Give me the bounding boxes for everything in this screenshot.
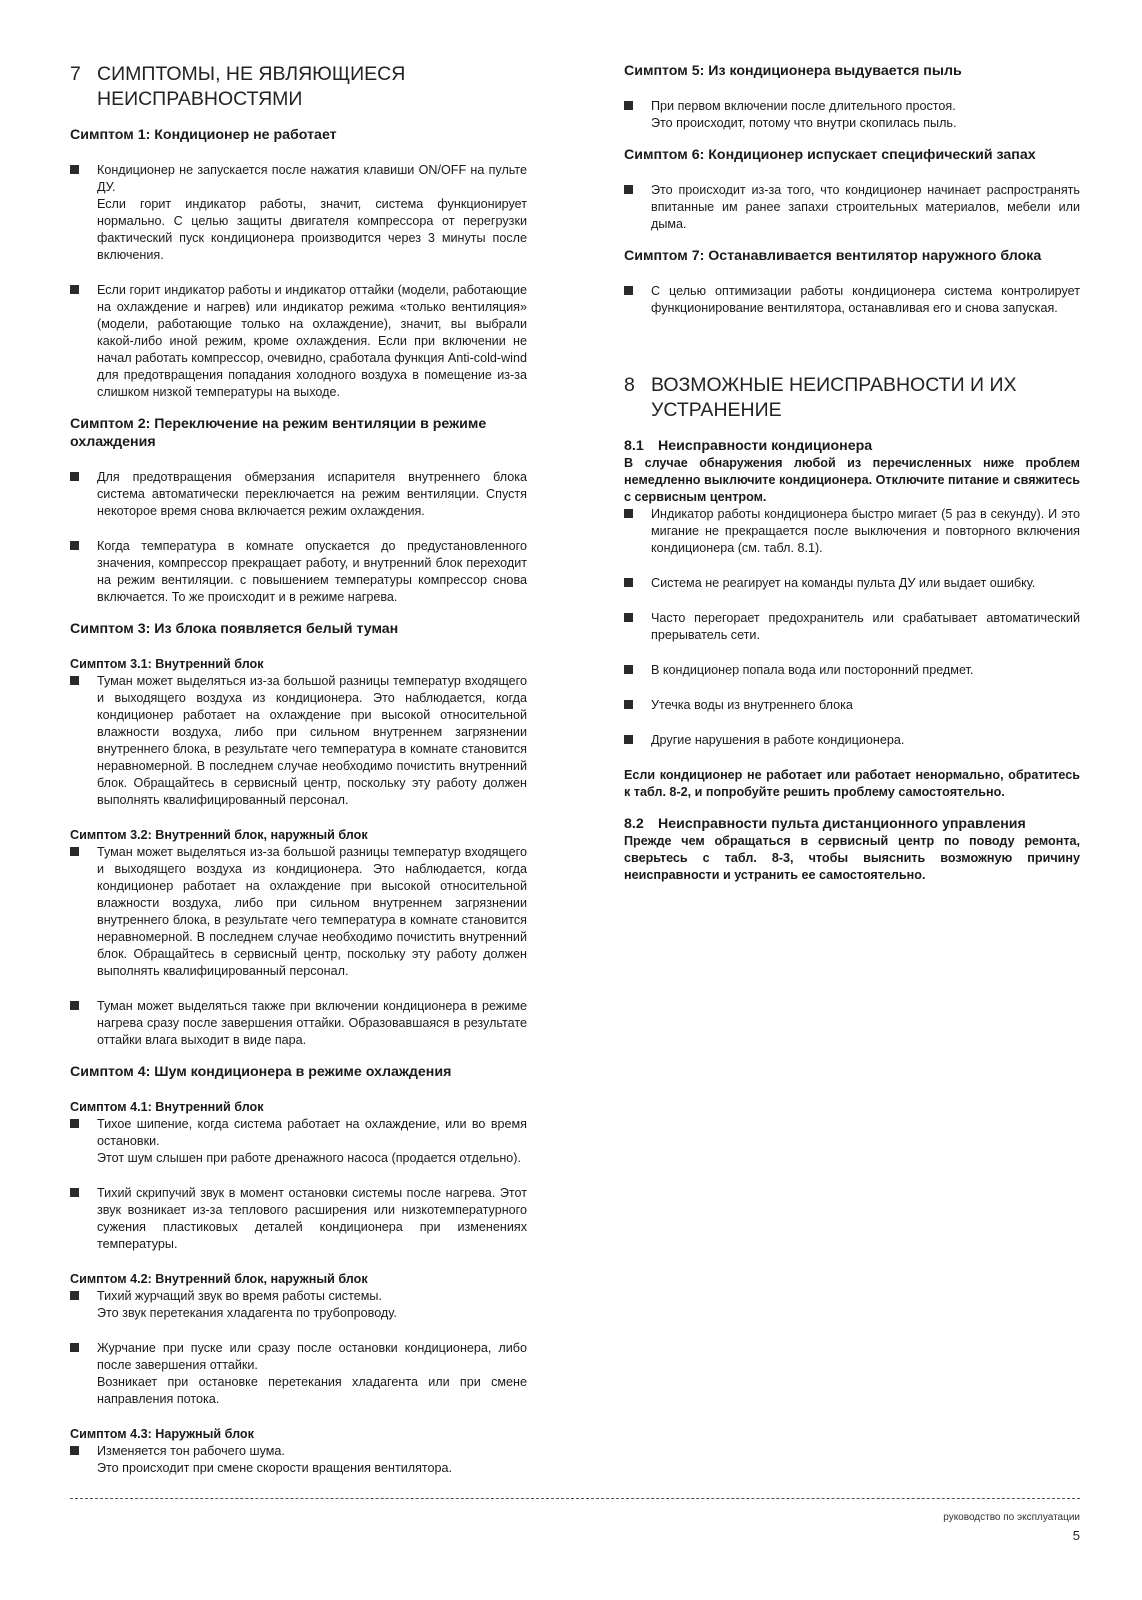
symptom-3-1-title: Симптом 3.1: Внутренний блок [70, 657, 264, 671]
left-column [70, 62, 527, 1495]
subsection-number: 8.1 [624, 438, 644, 454]
list-item [624, 283, 1080, 317]
bullet-text: Индикатор работы кондиционера быстро мигает (5 раз в секунду). И это мигание не прекращается после выключения и повторного включения кондиционера (см. табл. 8.1). [651, 507, 1080, 555]
list-item [70, 162, 527, 264]
symptom-6-title: Симптом 6: Кондиционер испускает специфический запах [624, 147, 1036, 163]
section-8-title [624, 373, 1080, 423]
bullet-text: Туман может выделяться из-за большой разницы температур входящего и выходящего воздуха из кондиционера. Это наблюдается, когда кондиционер работает на охлаждение при высокой относительной влажности воздуха, либо при сильном внутреннем загрязнении внутреннего блока, в результате чего температура в комнате становится неравномерной. В последнем случае необходимо почистить внутренний блок. Обращайтесь в сервисный центр, поскольку эту работу должен выполнять квалифицированный персонал. [97, 674, 527, 807]
bullet-square-icon [70, 469, 97, 520]
list-item [70, 1116, 527, 1167]
list-item [624, 182, 1080, 233]
bullet-text: Туман может выделяться из-за большой разницы температур входящего и выходящего воздуха из кондиционера. Это наблюдается, когда кондиционер работает на охлаждение при высокой относительной влажности воздуха, либо при сильном внутреннем загрязнении внутреннего блока, в результате чего температура в комнате становится неравномерной. В последнем случае необходимо почистить внутренний блок. Обращайтесь в сервисный центр, поскольку эту работу должен выполнять квалифицированный персонал. [97, 845, 527, 978]
subsection-8-1-title [624, 437, 1080, 455]
bullet-square-icon [624, 182, 651, 233]
list-item [624, 697, 1080, 714]
symptom-4-1-title: Симптом 4.1: Внутренний блок [70, 1100, 264, 1114]
bullet-square-icon [70, 538, 97, 606]
list-item [70, 469, 527, 520]
bullet-text: Тихий журчащий звук во время работы системы. [97, 1289, 382, 1303]
bullet-text: Этот шум слышен при работе дренажного насоса (продается отдельно). [97, 1151, 521, 1165]
bullet-text: Это происходит из-за того, что кондиционер начинает распространять впитанные им ранее запахи строительных материалов, мебели или дыма. [651, 183, 1080, 231]
symptom-4-3-title: Симптом 4.3: Наружный блок [70, 1427, 254, 1441]
remote-paragraph: Прежде чем обращаться в сервисный центр по поводу ремонта, сверьтесь с табл. 8-3, чтобы выяснить возможную причину неисправности и устранить ее самостоятельно. [624, 834, 1080, 882]
bullet-square-icon [624, 506, 651, 557]
bullet-square-icon [70, 844, 97, 980]
subsection-8-2-title [624, 815, 1080, 833]
bullet-square-icon [624, 610, 651, 644]
right-column [624, 62, 1080, 884]
section-number: 7 [70, 63, 81, 85]
list-item [624, 610, 1080, 644]
list-item [70, 1288, 527, 1322]
bullet-text: Когда температура в комнате опускается до предустановленного значения, компрессор прекращает работу, и внутренний блок переходит на режим вентиляции. с повышением температуры компрессор снова включается. То же происходит и в режиме нагрева. [97, 539, 527, 604]
bullet-square-icon [624, 575, 651, 592]
section-7-title [70, 62, 527, 112]
bullet-text: Другие нарушения в работе кондиционера. [651, 733, 905, 747]
list-item [70, 282, 527, 401]
bullet-text: Это звук перетекания хладагента по трубопроводу. [97, 1306, 397, 1320]
symptom-1-title: Симптом 1: Кондиционер не работает [70, 127, 337, 143]
list-item [624, 506, 1080, 557]
bullet-text: Утечка воды из внутреннего блока [651, 698, 853, 712]
footer-divider [70, 1498, 1080, 1499]
list-item [624, 575, 1080, 592]
bullet-square-icon [70, 1443, 97, 1477]
section-heading: СИМПТОМЫ, НЕ ЯВЛЯЮЩИЕСЯ НЕИСПРАВНОСТЯМИ [97, 63, 406, 110]
bullet-square-icon [70, 1288, 97, 1322]
symptom-2-title: Симптом 2: Переключение на режим вентиляции в режиме охлаждения [70, 416, 487, 450]
bullet-text: Возникает при остановке перетекания хладагента или при смене направления потока. [97, 1375, 527, 1406]
list-item [70, 1185, 527, 1253]
warning-paragraph: В случае обнаружения любой из перечисленных ниже проблем немедленно выключите кондиционера. Отключите питание и свяжитесь с сервисным центром. [624, 456, 1080, 504]
subsection-heading: Неисправности кондиционера [658, 438, 873, 454]
bullet-text: Для предотвращения обмерзания испарителя внутреннего блока система автоматически переключается на режим вентиляции. Спустя некоторое время снова включается режим охлаждения. [97, 470, 527, 518]
symptom-4-title: Симптом 4: Шум кондиционера в режиме охлаждения [70, 1064, 452, 1080]
bullet-square-icon [70, 998, 97, 1049]
bullet-square-icon [624, 283, 651, 317]
bullet-square-icon [70, 1340, 97, 1408]
symptom-7-title: Симптом 7: Останавливается вентилятор наружного блока [624, 248, 1042, 264]
bullet-text: Если горит индикатор работы и индикатор оттайки (модели, работающие на охлаждение и нагрев) или индикатор режима «только вентиляция» (модели, работающие только на охлаждение), значит, вы выбрали какой-либо иной режим, кроме охлаждения. Если при включении не начал работать компрессор, очевидно, сработала функция Anti-cold-wind для предотвращения попадания холодного воздуха в помещение из-за слишком низкой температуры на выходе. [97, 283, 527, 399]
list-item [70, 844, 527, 980]
subsection-heading: Неисправности пульта дистанционного управления [658, 816, 1026, 832]
bullet-text: Журчание при пуске или сразу после остановки кондиционера, либо после завершения оттайки. [97, 1341, 527, 1372]
list-item [70, 1340, 527, 1408]
bullet-square-icon [70, 162, 97, 264]
symptom-3-2-title: Симптом 3.2: Внутренний блок, наружный блок [70, 828, 368, 842]
bullet-text: Это происходит при смене скорости вращения вентилятора. [97, 1461, 453, 1475]
list-item [70, 538, 527, 606]
section-heading: ВОЗМОЖНЫЕ НЕИСПРАВНОСТИ И ИХ УСТРАНЕНИЕ [651, 374, 1017, 421]
bullet-square-icon [70, 1116, 97, 1167]
footer-label: руководство по эксплуатации [943, 1512, 1080, 1523]
bullet-text: Изменяется тон рабочего шума. [97, 1444, 285, 1458]
bullet-square-icon [624, 98, 651, 132]
list-item [624, 662, 1080, 679]
list-item [624, 98, 1080, 132]
bullet-text: В кондиционер попала вода или посторонний предмет. [651, 663, 974, 677]
bullet-text: При первом включении после длительного простоя. [651, 99, 956, 113]
bullet-text: С целью оптимизации работы кондиционера система контролирует функционирование вентилятора, останавливая его и снова запуская. [651, 284, 1080, 315]
bullet-text: Туман может выделяться также при включении кондиционера в режиме нагрева сразу после завершения оттайки. Образовавшаяся в результате оттайки влага выходит в виде пара. [97, 999, 527, 1047]
bullet-text: Система не реагирует на команды пульта ДУ или выдает ошибку. [651, 576, 1036, 590]
symptom-3-title: Симптом 3: Из блока появляется белый туман [70, 621, 399, 637]
bullet-text: Это происходит, потому что внутри скопилась пыль. [651, 116, 957, 130]
bullet-text: Тихий скрипучий звук в момент остановки системы после нагрева. Этот звук возникает из-за теплового расширения или низкотемпературного сужения пластиковых деталей кондиционера при изменениях температуры. [97, 1186, 527, 1251]
page-number: 5 [1072, 1528, 1080, 1543]
bullet-square-icon [70, 673, 97, 809]
symptom-5-title: Симптом 5: Из кондиционера выдувается пыль [624, 63, 962, 79]
list-item [70, 1443, 527, 1477]
section-number: 8 [624, 374, 635, 396]
outro-paragraph: Если кондиционер не работает или работает ненормально, обратитесь к табл. 8-2, и попробуйте решить проблему самостоятельно. [624, 768, 1080, 799]
bullet-text: Кондиционер не запускается после нажатия клавиши ON/OFF на пульте ДУ. [97, 163, 527, 194]
bullet-text: Тихое шипение, когда система работает на охлаждение, или во время остановки. [97, 1117, 527, 1148]
symptom-4-2-title: Симптом 4.2: Внутренний блок, наружный блок [70, 1272, 368, 1286]
list-item [70, 673, 527, 809]
list-item [624, 732, 1080, 749]
subsection-number: 8.2 [624, 816, 644, 832]
bullet-square-icon [70, 282, 97, 401]
bullet-square-icon [624, 697, 651, 714]
list-item [70, 998, 527, 1049]
bullet-square-icon [70, 1185, 97, 1253]
bullet-square-icon [624, 662, 651, 679]
bullet-text: Если горит индикатор работы, значит, система функционирует нормально. С целью защиты двигателя компрессора от перегрузки фактический пуск кондиционера производится через 3 минуты после включения. [97, 197, 527, 262]
bullet-square-icon [624, 732, 651, 749]
bullet-text: Часто перегорает предохранитель или срабатывает автоматический прерыватель сети. [651, 611, 1080, 642]
